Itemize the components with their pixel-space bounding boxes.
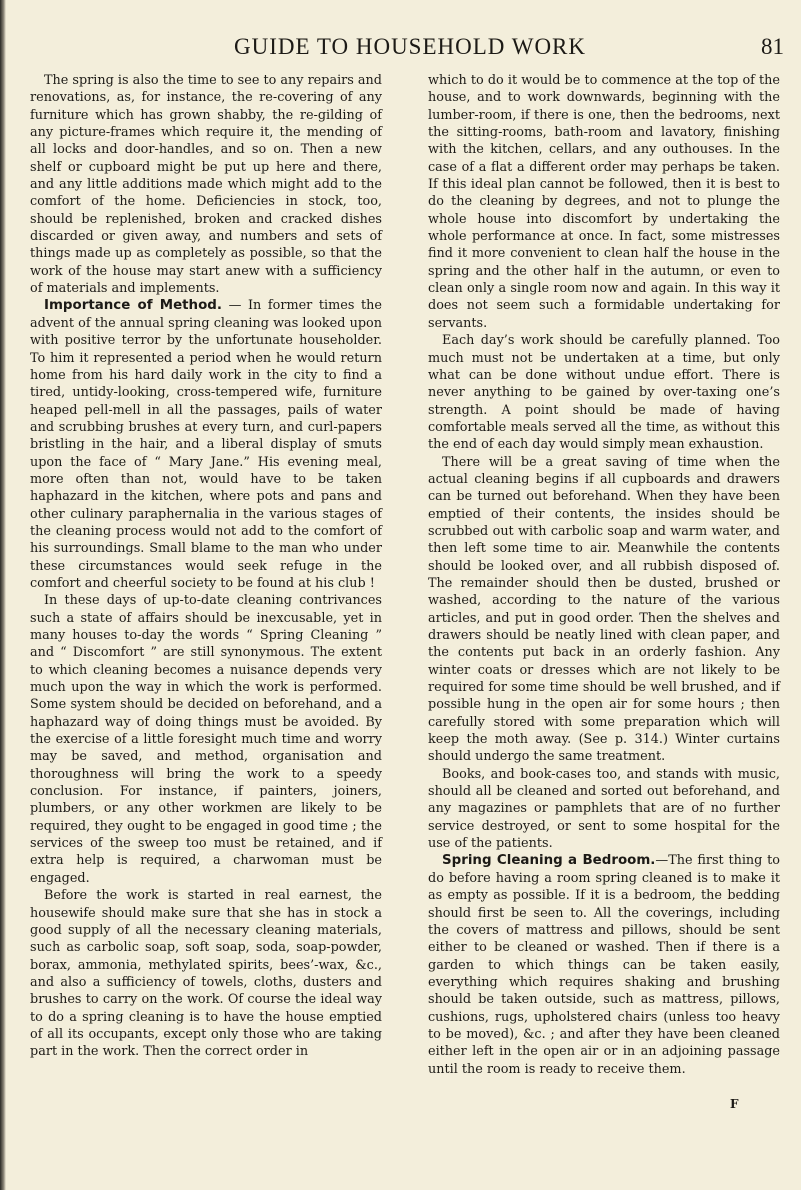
paragraph: Each day’s work should be carefully planned. Too much must not be undertaken at a time, but only what can be done without undue effort. There is never anything to be gained by over-taxing one’s strength. A point should be made of having comfortable meals served all the time, as without this the end of each day would simply mean exhaustion.	[428, 333, 780, 453]
paragraph: Before the work is started in real earnest, the housewife should make sure that she has in stock a good supply of all the necessary cleaning materials, such as carbolic soap, soft soap, soda, soap-powder, borax, ammonia, methylated spirits, bees’-wax, &c., and also a sufficiency of towels, cloths, dusters and brushes to carry on the work. Of course the ideal way to do a spring cleaning is to have the house emptied of all its occupants, except only those who are taking part in the work. Then the correct order in	[30, 888, 382, 1060]
paragraph: which to do it would be to commence at the top of the house, and to work downwards, beginning with the lumber-room, if there is one, then the bedrooms, next the sitting-rooms, bath-room and lavatory, finishing with the kitchen, cellars, and any outhouses. In the case of a flat a different order may perhaps be taken. If this ideal plan cannot be followed, then it is best to do the cleaning by degrees, and not to plunge the whole house into discomfort by undertaking the whole performance at once. In fact, some mistresses find it more convenient to clean half the house in the spring and the other half in the autumn, or even to clean only a single room now and again. In this way it does not seem such a formidable undertaking for servants.	[428, 73, 780, 331]
paragraph: The spring is also the time to see to any repairs and renovations, as, for instance, the re-covering of any furniture which has grown shabby, the re-gilding of any picture-frames which require it, the mending of all locks and door-handles, and so on. Then a new shelf or cupboard might be put up here and there, and any little additions made which might add to the comfort of the home. Deficiencies in stock, too, should be replenished, broken and cracked dishes discarded or given away, and numbers and sets of things made up as completely as possible, so that the work of the house may start anew with a sufficiency of materials and implements.	[30, 73, 382, 297]
paragraph	[30, 297, 382, 592]
paragraph: There will be a great saving of time when the actual cleaning begins if all cupboards and drawers can be turned out beforehand. When they have been emptied of their contents, the insides should be scrubbed out with carbolic soap and warm water, and then left some time to air. Meanwhile the contents should be looked over, and all rubbish disposed of. The remainder should then be dusted, brushed or washed, according to the nature of the various articles, and put in good order. Then the shelves and drawers should be neatly lined with clean paper, and the contents put back in an orderly fashion. Any winter coats or dresses which are not likely to be required for some time should be well brushed, and if possible hung in the open air for some hours ; then carefully stored with some preparation which will keep the moth away. (See p. 314.) Winter curtains should undergo the same treatment.	[428, 454, 780, 765]
page-header	[30, 34, 790, 64]
section-heading: Spring Cleaning a Bedroom.	[442, 853, 656, 869]
page-number: 81	[761, 34, 784, 59]
paragraph: In these days of up-to-date cleaning contrivances such a state of affairs should be inexcusable, yet in many houses to-day the words “ Spring Cleaning ” and “ Discomfort ” are still synonymous. The extent to which cleaning becomes a nuisance depends very much upon the way in which the work is performed. Some system should be decided on beforehand, and a haphazard way of doing things must be avoided. By the exercise of a little foresight much time and worry may be saved, and method, organisation and thoroughness will bring the work to a speedy conclusion. For instance, if painters, joiners, plumbers, or any other workmen are likely to be required, they ought to be engaged in good time ; the services of the sweep too must be retained, and if extra help is required, a charwoman must be engaged.	[30, 593, 382, 886]
running-head: GUIDE TO HOUSEHOLD WORK	[233, 34, 587, 59]
signature-mark: F	[730, 1097, 739, 1111]
section-heading: Importance of Method.	[44, 298, 222, 314]
paragraph: Books, and book-cases too, and stands with music, should all be cleaned and sorted out beforehand, and any magazines or pamphlets that are of no further service destroyed, or sent to some hospital for the use of the patients.	[428, 766, 780, 852]
binding-edge	[0, 0, 6, 1190]
paragraph-text: — In former times the advent of the annual spring cleaning was looked upon with positive terror by the unfortunate householder. To him it represented a period when he would return home from his hard daily work in the city to find a tired, untidy-looking, cross-tempered wife, furniture heaped pell-mell in all the passages, pails of water and scrubbing brushes at every turn, and curl-papers bristling in the hair, and a liberal display of smuts upon the face of “ Mary Jane.” His evening meal, more often than not, would have to be taken haphazard in the kitchen, where pots and pans and other culinary paraphernalia in the various stages of the cleaning process would not add to the comfort of his surroundings. Small blame to the man who under these circumstances would seek refuge in the comfort and cheerful society to be found at his club !	[30, 298, 382, 591]
paragraph-text: —The first thing to do before having a room spring cleaned is to make it as empty as possible. If it is a bedroom, the bedding should first be seen to. All the coverings, including the covers of mattress and pillows, should be sent either to be cleaned or washed. Then if there is a garden to which things can be taken easily, everything which requires shaking and brushing should be taken outside, such as mattress, pillows, cushions, rugs, upholstered chairs (unless too heavy to be moved), &c. ; and after they have been cleaned either left in the open air or in an adjoining passage until the room is ready to receive them.	[428, 853, 780, 1077]
right-column	[428, 72, 780, 1078]
paragraph	[428, 852, 780, 1077]
left-column	[30, 72, 382, 1061]
